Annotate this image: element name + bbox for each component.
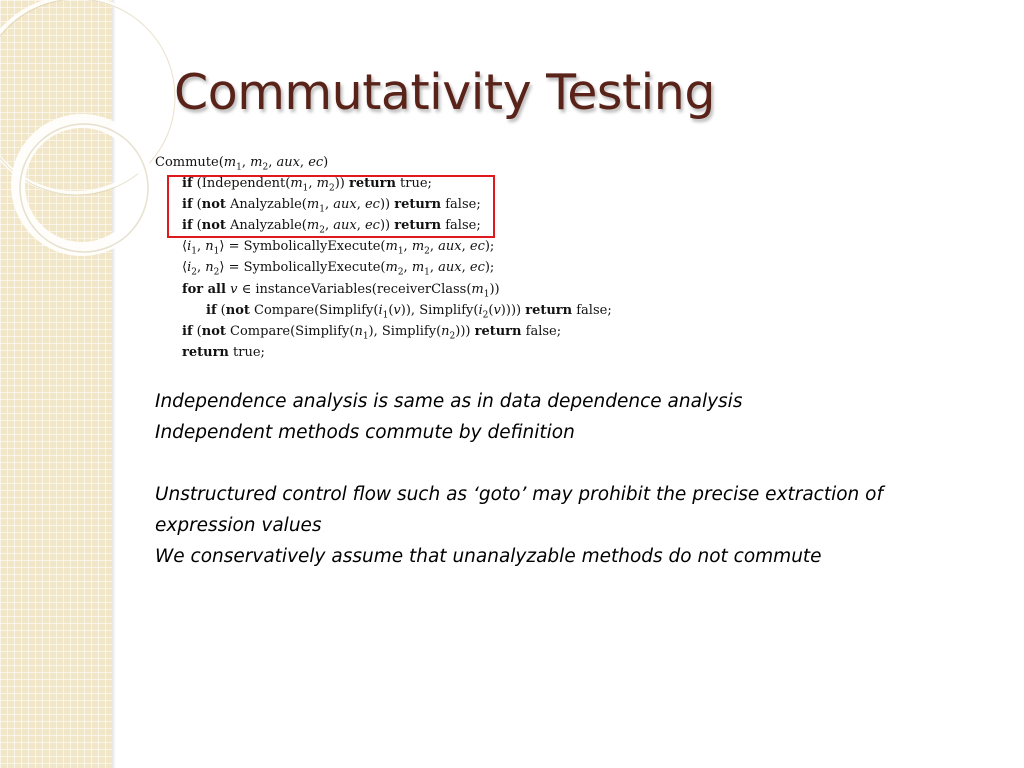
algo-token: for all	[182, 282, 226, 297]
algo-token: n	[205, 260, 214, 275]
algo-token: ))	[379, 218, 395, 233]
algo-token: 1	[213, 246, 220, 257]
algo-token: 2	[482, 310, 489, 321]
algo-line	[182, 343, 265, 363]
algo-token: ,	[403, 260, 412, 275]
algo-token: v	[393, 303, 401, 318]
algo-token: 2	[213, 267, 220, 278]
algo-token: i	[187, 239, 192, 254]
algo-token: false;	[521, 324, 562, 339]
note-line: Independence analysis is same as in data dependence analysis	[155, 391, 743, 412]
algo-token: 1	[302, 183, 309, 194]
algo-token: m	[290, 176, 303, 191]
algo-token: Analyzable(	[225, 197, 307, 212]
algo-token: ,	[308, 176, 317, 191]
algo-token: Compare(Simplify(	[225, 324, 355, 339]
algo-token: false;	[441, 218, 481, 233]
algo-token: Compare(Simplify(	[249, 303, 379, 318]
algo-token: ⟨	[182, 239, 188, 254]
algo-token: ec	[364, 197, 380, 212]
algo-token: ec	[308, 155, 324, 170]
algo-token: not	[201, 218, 226, 233]
algo-line	[206, 301, 612, 321]
algo-line	[182, 280, 500, 300]
algo-token: if	[182, 218, 193, 233]
algo-token: m	[250, 155, 263, 170]
note-line: Unstructured control flow such as ‘goto’ may prohibit the precise extraction of expression values	[155, 484, 883, 536]
algo-token: n	[441, 324, 450, 339]
algo-token: )))	[455, 324, 475, 339]
algo-token: aux	[333, 218, 357, 233]
algo-token: ⟩ = SymbolicallyExecute(	[219, 239, 386, 254]
algo-token: ))	[379, 197, 395, 212]
algo-token: n	[205, 239, 214, 254]
algo-token: m	[385, 260, 398, 275]
algo-token: (	[388, 303, 394, 318]
algo-token: 2	[319, 225, 325, 236]
algo-token: (	[192, 218, 202, 233]
algo-token: m	[306, 218, 320, 233]
algo-token: m	[411, 239, 425, 254]
algo-token: 1	[397, 246, 404, 257]
algo-token: ))))	[500, 303, 526, 318]
algo-token: v	[230, 282, 238, 297]
algo-token: );	[484, 239, 495, 254]
algo-token: m	[385, 239, 398, 254]
algo-token: ec	[364, 218, 380, 233]
algo-token: ,	[299, 155, 309, 170]
algo-line	[182, 237, 494, 257]
algo-token: 1	[362, 331, 369, 342]
algo-token: ∈ instanceVariables(receiverClass(	[237, 282, 472, 297]
algo-token: ,	[356, 197, 365, 212]
algo-token: m	[306, 197, 320, 212]
algo-token: (	[218, 155, 224, 170]
algo-token: )), Simplify(	[400, 303, 479, 318]
algo-token: return	[349, 176, 396, 191]
algo-token: ec	[469, 260, 485, 275]
algo-token: (	[216, 303, 226, 318]
highlight-box	[167, 175, 495, 238]
algo-token: 2	[449, 331, 456, 342]
algo-token: aux	[276, 155, 300, 170]
algo-token: true;	[228, 345, 265, 360]
algo-token: ,	[429, 260, 439, 275]
algo-token: 2	[424, 246, 430, 257]
algo-token: 1	[483, 289, 490, 300]
algo-token: Analyzable(	[225, 218, 307, 233]
algo-token: m	[223, 155, 237, 170]
algo-token: )	[323, 155, 329, 170]
algo-token: 1	[319, 204, 325, 215]
algo-token: ,	[429, 239, 439, 254]
algo-token: 2	[397, 267, 404, 278]
algo-token: if	[182, 176, 193, 191]
algo-token: return	[474, 324, 522, 339]
algo-token: return	[182, 345, 229, 360]
algo-token: 1	[236, 162, 242, 173]
algo-token: m	[471, 282, 484, 297]
algo-token: ec	[469, 239, 485, 254]
algo-token: i	[187, 260, 192, 275]
algo-token: if	[182, 197, 193, 212]
algo-token: 1	[424, 267, 430, 278]
algo-token: not	[201, 324, 226, 339]
algo-token: false;	[572, 303, 612, 318]
algo-token: (	[192, 197, 202, 212]
note-line: Independent methods commute by definition	[155, 422, 575, 443]
algo-line	[155, 153, 328, 173]
algo-token: ,	[241, 155, 251, 170]
algo-token: v	[493, 303, 501, 318]
algo-token: ,	[403, 239, 412, 254]
algo-token: Commute	[155, 155, 219, 170]
algo-token: );	[484, 260, 495, 275]
algo-token: ⟩ = SymbolicallyExecute(	[219, 260, 386, 275]
note-line: We conservatively assume that unanalyzable methods do not commute	[155, 546, 822, 567]
algo-token: i	[478, 303, 483, 318]
algo-token: 1	[382, 310, 389, 321]
algo-token: (	[192, 324, 202, 339]
algo-token: ,	[324, 218, 334, 233]
algo-token: ,	[324, 197, 334, 212]
algo-token: true;	[395, 176, 432, 191]
algo-token: if	[182, 324, 193, 339]
algo-token: ,	[461, 260, 470, 275]
algo-token: i	[378, 303, 383, 318]
algo-token: if	[206, 303, 217, 318]
algo-token: not	[201, 197, 226, 212]
algo-token: ))	[489, 282, 500, 297]
algo-token: return	[394, 218, 442, 233]
algo-line	[182, 258, 494, 278]
algo-token: ,	[196, 239, 206, 254]
algo-token: 2	[329, 183, 335, 194]
algo-token: ,	[196, 260, 206, 275]
algo-token: return	[525, 303, 573, 318]
spacer	[155, 448, 935, 479]
algo-token: ,	[461, 239, 470, 254]
algo-token: m	[316, 176, 329, 191]
algo-token: aux	[438, 239, 462, 254]
algo-token: ,	[356, 218, 365, 233]
notes-text	[155, 386, 935, 572]
algo-token: 1	[191, 246, 197, 257]
algo-token: return	[394, 197, 442, 212]
algo-token: false;	[441, 197, 481, 212]
algo-token: 2	[191, 267, 197, 278]
algo-token: (	[488, 303, 494, 318]
decorative-ring-small	[0, 110, 182, 260]
algo-line	[182, 322, 561, 342]
algo-token: ), Simplify(	[368, 324, 442, 339]
algo-token: m	[411, 260, 425, 275]
algo-token: ⟨	[182, 260, 188, 275]
algo-token: aux	[438, 260, 462, 275]
algo-token: ))	[334, 176, 350, 191]
algo-token: aux	[333, 197, 357, 212]
slide-title: Commutativity Testing	[174, 64, 715, 121]
algo-token: (Independent(	[192, 176, 291, 191]
algo-token: 2	[262, 162, 269, 173]
algo-token: not	[225, 303, 250, 318]
algo-token: ,	[268, 155, 277, 170]
algo-token: n	[354, 324, 363, 339]
